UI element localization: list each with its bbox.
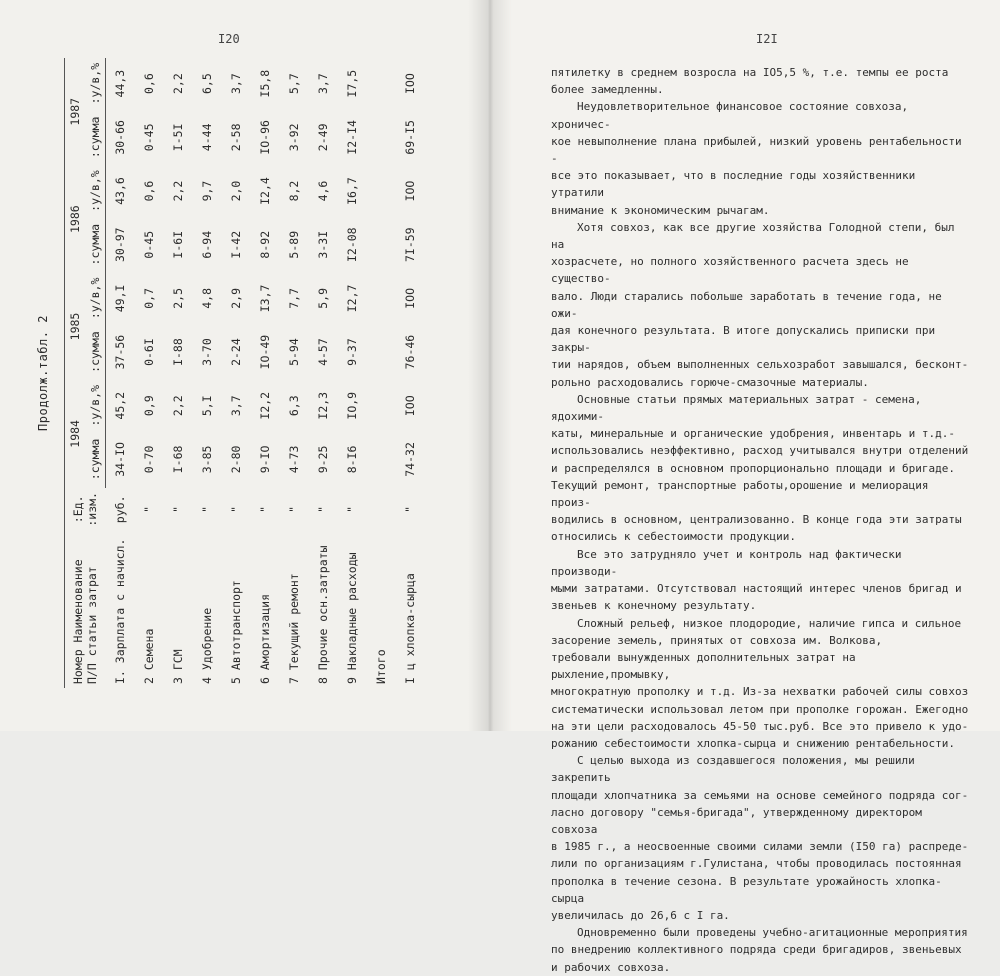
- table-row: [367, 58, 396, 688]
- row-value: 3-85: [200, 445, 214, 474]
- text-line: мыми затратами. Отсутствовал настоящий интерес членов бригад и: [551, 582, 962, 596]
- row-value: 5-89: [287, 230, 301, 259]
- row-value: [367, 58, 396, 109]
- header-unit-2: :изм.: [85, 492, 100, 527]
- row-unit: руб.: [113, 495, 127, 524]
- text-line: кое невыполнение плана прибылей, низкий уровень рентабельности -: [551, 134, 962, 166]
- table-row: [280, 58, 309, 688]
- text-line: дая конечного результата. В итоге допускались приписки при закры-: [551, 324, 936, 355]
- row-value: 2,2: [171, 395, 185, 417]
- paragraph: [551, 752, 971, 924]
- row-value: 43,6: [113, 177, 128, 205]
- row-value: 4-44: [200, 123, 214, 152]
- row-value: 0,7: [142, 288, 156, 309]
- row-unit: ": [171, 505, 185, 513]
- row-value: 8,2: [287, 180, 301, 202]
- text-line: использовались неэффективно, расход учитывался внутри отделений: [551, 444, 969, 458]
- row-item-name: I ц хлопка-сырца: [403, 573, 417, 684]
- row-value: 2-24: [229, 338, 243, 366]
- row-value: 0-6I: [142, 338, 156, 366]
- row-value: I3,7: [258, 284, 272, 313]
- row-value: I5,8: [258, 69, 272, 98]
- row-value: 5,7: [287, 73, 301, 95]
- row-value: 30-97: [113, 227, 128, 263]
- text-line: тии нарядов, объем выполненных сельхозработ завышался, бесконт-: [551, 358, 969, 372]
- row-item-name: 8 Прочие осн.затраты: [316, 545, 330, 684]
- row-value: [367, 273, 396, 324]
- row-unit: ": [142, 505, 156, 513]
- text-line: по внедрению коллективного подряда среди бригадиров, звеньевых: [551, 943, 962, 957]
- paragraph: [551, 546, 971, 615]
- row-value: 9-25: [316, 445, 330, 474]
- rotated-table-block: [36, 58, 417, 688]
- row-value: I2-I4: [345, 120, 359, 155]
- row-item-name: 5 Автотранспорт: [229, 580, 243, 684]
- row-item-name: 2 Семена: [142, 628, 156, 684]
- page-number-left: I20: [218, 32, 240, 46]
- header-year-1987: 1987: [65, 58, 86, 165]
- row-value: 37-56: [113, 334, 128, 370]
- row-value: 0-45: [142, 230, 156, 259]
- row-value: [367, 380, 396, 431]
- row-value: I2,2: [258, 391, 272, 420]
- text-line: звеньев к конечному результату.: [551, 599, 757, 613]
- text-line: требовали вынужденных дополнительных затрат на рыхление,промывку,: [551, 650, 856, 682]
- text-line: Хотя совхоз, как все другие хозяйства Голодной степи, был на: [551, 220, 955, 252]
- header-year-1986: 1986: [65, 165, 86, 272]
- row-value: [367, 431, 396, 487]
- paragraph: [551, 924, 971, 976]
- text-line: увеличилась до 26,6 с I га.: [551, 908, 730, 922]
- row-unit: ": [229, 505, 243, 513]
- row-value: 3-70: [200, 338, 214, 366]
- row-value: 9,7: [200, 180, 214, 202]
- text-line: рольно расходовались горюче-смазочные материалы.: [551, 375, 869, 389]
- row-value: I-88: [171, 338, 185, 366]
- row-value: 9-37: [345, 338, 359, 366]
- text-line: лили по организациям г.Гулистана, чтобы проводилась постоянная: [551, 857, 962, 871]
- header-sub: :у/в,%: [85, 273, 106, 324]
- row-value: 3,7: [229, 395, 243, 417]
- row-unit: ": [200, 505, 214, 513]
- row-value: 30-66: [113, 120, 128, 155]
- header-name-1: Наименование: [71, 559, 86, 643]
- book-gutter: [468, 0, 512, 731]
- row-value: 7,7: [287, 288, 301, 309]
- text-line: в 1985 г., а неосвоенные своими силами земли (I50 га) распреде-: [551, 840, 969, 854]
- row-unit: ": [403, 505, 417, 513]
- table-row: [106, 58, 135, 688]
- paragraph: [551, 219, 971, 391]
- header-sub: :сумма: [85, 109, 106, 165]
- text-line: и распределялся в основном пропорционально площади и бригаде.: [551, 461, 955, 475]
- row-value: IO-96: [258, 120, 272, 155]
- row-value: 9-IO: [258, 445, 272, 474]
- paragraph: [551, 615, 971, 753]
- left-page: [0, 0, 488, 731]
- row-value: [367, 109, 396, 165]
- row-value: 0-45: [142, 123, 156, 152]
- paragraph: [551, 64, 971, 98]
- header-name-2: статьи затрат: [85, 566, 100, 657]
- row-item-name: 4 Удобрение: [200, 607, 214, 684]
- row-value: 49,I: [113, 284, 128, 313]
- row-value: 8-I6: [345, 445, 359, 474]
- text-line: и рабочих совхоза.: [551, 960, 671, 974]
- row-value: I2,3: [316, 391, 330, 420]
- header-sub: :сумма: [85, 217, 106, 273]
- page-number-right: I2I: [756, 32, 778, 46]
- row-value: 7I-59: [403, 227, 417, 263]
- table-row: [164, 58, 193, 688]
- header-num-1: Номер: [71, 649, 86, 684]
- text-line: внимание к экономическим рычагам.: [551, 203, 770, 217]
- row-value: 4,6: [316, 180, 330, 202]
- row-value: I7,5: [345, 69, 359, 98]
- row-value: IOO: [403, 73, 417, 95]
- row-item-name: 7 Текущий ремонт: [287, 573, 301, 684]
- text-line: рожанию себестоимости хлопка-сырца и снижению рентабельности.: [551, 736, 955, 750]
- row-unit: ": [316, 505, 330, 513]
- text-line: прополка в течение сезона. В результате урожайность хлопка-сырца: [551, 874, 942, 905]
- header-sub: :сумма: [85, 431, 106, 487]
- row-unit: ": [287, 505, 301, 513]
- header-unit-1: :Ед.: [71, 495, 86, 524]
- row-value: IOO: [403, 395, 417, 417]
- row-value: 0,6: [142, 73, 156, 95]
- row-value: I2-08: [345, 227, 359, 263]
- row-value: 69-I5: [403, 120, 417, 155]
- right-page-text: [551, 64, 971, 976]
- row-value: 6-94: [200, 230, 214, 259]
- header-item: [65, 531, 106, 688]
- text-line: каты, минеральные и органические удобрения, инвентарь и т.д.-: [551, 427, 955, 441]
- row-value: 76-46: [403, 334, 417, 370]
- row-value: 4-57: [316, 338, 330, 366]
- text-line: Сложный рельеф, низкое плодородие, наличие гипса и сильное: [577, 616, 962, 630]
- text-line: все это показывает, что в последние годы хозяйственники утратили: [551, 169, 916, 200]
- text-line: многократную прополку и т.д. Из-за нехватки рабочей силы совхоз: [551, 685, 969, 699]
- text-line: площади хлопчатника за семьями на основе семейного подряда сог-: [551, 788, 969, 802]
- table-row: [222, 58, 251, 688]
- row-value: 2-80: [229, 445, 243, 474]
- row-value: 0-70: [142, 445, 156, 474]
- row-value: 5-94: [287, 338, 301, 366]
- row-unit: ": [258, 505, 272, 513]
- row-value: I-42: [229, 230, 243, 259]
- text-line: Текущий ремонт, транспортные работы,орошение и мелиорация произ-: [551, 478, 929, 510]
- row-value: 2,9: [229, 288, 243, 309]
- table-caption: Продолж.табл. 2: [36, 315, 50, 431]
- text-line: ласно договору "семья-бригада", утвержденному директором совхоза: [551, 805, 922, 836]
- text-line: относились к себестоимости продукции.: [551, 530, 797, 544]
- paragraph: [551, 391, 971, 546]
- paragraph: [551, 98, 971, 218]
- text-line: вало. Люди старались побольше заработать в течение года, не ожи-: [551, 289, 942, 320]
- row-value: 74-32: [403, 442, 417, 477]
- table-row: [309, 58, 338, 688]
- table-row: [135, 58, 164, 688]
- row-value: 2-49: [316, 123, 330, 152]
- row-value: 4,8: [200, 288, 214, 309]
- row-value: 6,3: [287, 395, 301, 417]
- row-item-name: 9 Накладные расходы: [345, 552, 359, 684]
- row-value: 2,2: [171, 180, 185, 202]
- row-value: I-6I: [171, 230, 185, 259]
- text-line: Основные статьи прямых материальных затрат - семена, ядохими-: [551, 392, 922, 424]
- row-value: 5,I: [200, 395, 214, 417]
- row-value: 2,2: [171, 73, 185, 95]
- header-unit: [65, 488, 106, 532]
- row-item-name: I. Зарплата с начисл.: [113, 538, 127, 684]
- row-value: 3-92: [287, 123, 301, 152]
- row-value: I-5I: [171, 123, 185, 152]
- row-value: IOO: [403, 180, 417, 202]
- row-value: 2,5: [171, 288, 185, 309]
- row-value: [367, 217, 396, 273]
- row-value: 6,5: [200, 73, 214, 95]
- row-value: 3-3I: [316, 230, 330, 259]
- text-line: на эти цели расходовалось 45-50 тыс.руб. Все это привело к удо-: [551, 719, 969, 733]
- text-line: Одновременно были проведены учебно-агитационные мероприятия: [577, 926, 968, 940]
- header-sub: :сумма: [85, 324, 106, 380]
- row-unit: [367, 488, 396, 532]
- row-value: [367, 324, 396, 380]
- row-value: IO-49: [258, 334, 272, 370]
- row-value: 5,9: [316, 288, 330, 309]
- cost-table: [64, 58, 425, 688]
- row-value: I2,7: [345, 284, 359, 313]
- text-line: водились в основном, централизованно. В конце года эти затраты: [551, 513, 962, 527]
- header-sub: :у/в,%: [85, 58, 106, 109]
- text-line: Все это затрудняло учет и контроль над фактически производи-: [551, 547, 902, 578]
- row-value: 3,7: [316, 73, 330, 95]
- header-year-1985: 1985: [65, 273, 86, 380]
- text-line: пятилетку в среднем возросла на IO5,5 %, т.е. темпы ее роста: [551, 66, 949, 79]
- row-value: IOO: [403, 288, 417, 309]
- header-num-2: П/П: [85, 663, 100, 684]
- row-value: [367, 165, 396, 216]
- table-body: [106, 58, 425, 688]
- table-row: [193, 58, 222, 688]
- row-value: 4-73: [287, 445, 301, 474]
- row-value: 3,7: [229, 73, 243, 95]
- row-value: 2,0: [229, 180, 243, 202]
- row-value: 34-IO: [113, 442, 128, 477]
- row-value: I2,4: [258, 177, 272, 205]
- row-value: 0,9: [142, 395, 156, 417]
- text-line: более замедленны.: [551, 83, 664, 97]
- header-sub: :у/в,%: [85, 165, 106, 216]
- row-value: 45,2: [113, 391, 128, 420]
- row-value: 8-92: [258, 230, 272, 259]
- table-row: [251, 58, 280, 688]
- text-line: хозрасчете, но полного хозяйственного расчета здесь не существо-: [551, 255, 909, 286]
- table-row: [396, 58, 425, 688]
- row-value: 0,6: [142, 180, 156, 202]
- row-item-name: 3 ГСМ: [171, 649, 185, 684]
- row-item-name: 6 Амортизация: [258, 593, 272, 684]
- row-value: 2-58: [229, 123, 243, 152]
- text-line: С целью выхода из создавшегося положения, мы решили закрепить: [551, 754, 915, 785]
- row-value: I6,7: [345, 177, 359, 205]
- row-value: 44,3: [113, 69, 128, 98]
- table-row: [338, 58, 367, 688]
- text-line: засорение земель, принятых от совхоза им. Волкова,: [551, 633, 883, 647]
- header-sub: :у/в,%: [85, 380, 106, 431]
- row-item-name: Итого: [374, 649, 388, 684]
- text-line: систематически использовал летом при прополке горожан. Ежегодно: [551, 702, 969, 716]
- row-value: I-68: [171, 445, 185, 474]
- header-year-1984: 1984: [65, 380, 86, 487]
- row-value: IO,9: [345, 391, 359, 420]
- row-unit: ": [345, 505, 359, 513]
- text-line: Неудовлетворительное финансовое состояние совхоза, хроничес-: [551, 100, 909, 131]
